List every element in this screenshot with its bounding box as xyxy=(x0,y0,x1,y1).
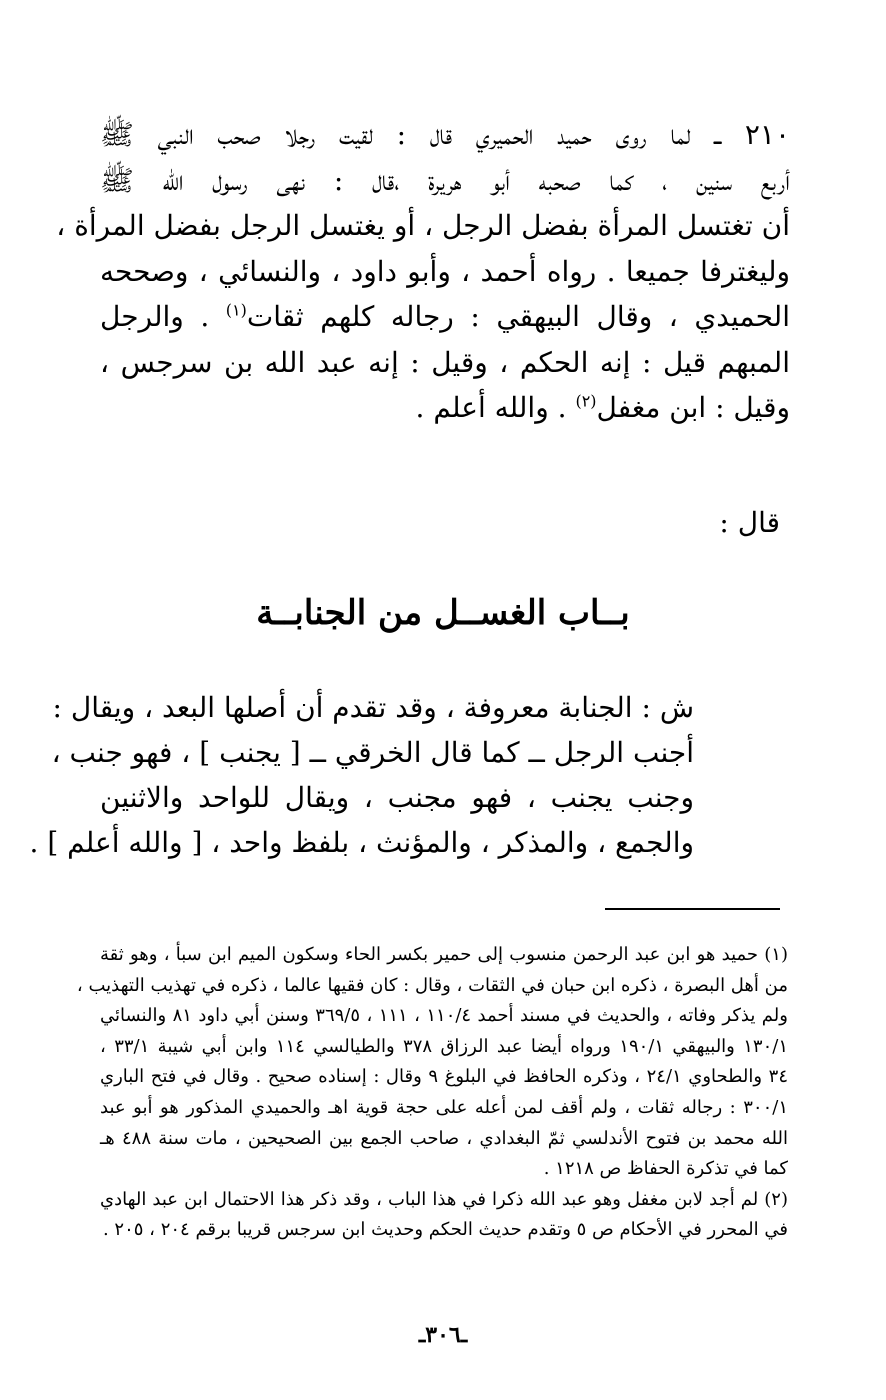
commentary-paragraph xyxy=(29,685,694,865)
footnote-line: ولم يذكر وفاته ، والحديث في مسند أحمد ١١٠/٤ ، ١١١ ، ٣٦٩/٥ وسنن أبي داود ٨١ والنسائي xyxy=(100,1005,788,1027)
hadith-line xyxy=(100,294,790,340)
chapter-heading: بــاب الغســل من الجنابــة xyxy=(256,593,630,633)
commentary-line: ش : الجنابة معروفة ، وقد تقدم أن أصلها البعد ، ويقال : xyxy=(52,691,694,724)
hadith-line: وليغترفا جميعا . رواه أحمد ، وأبو داود ، والنسائي ، وصححه xyxy=(100,254,790,288)
footnote-line: ٣٤ والطحاوي ٢٤/١ ، وذكره الحافظ في البلوغ ٩ وقال : إسناده صحيح . وقال في فتح الباري xyxy=(100,1066,788,1088)
hadith-line-text: الحميدي ، وقال البيهقي : رجاله كلهم ثقات xyxy=(246,300,790,333)
footnotes xyxy=(76,940,789,1246)
hadith-line: ٢١٠ ــ لما روى حميد الحميري قال : لقيت رجلا صحب النبي ﷺ xyxy=(100,118,790,151)
footnote-separator xyxy=(605,908,780,910)
hadith-line xyxy=(100,385,790,431)
page-number: ـ٣٠٦ـ xyxy=(418,1322,468,1348)
qal-label: قال : xyxy=(719,506,780,539)
footnote-line: (١) حميد هو ابن عبد الرحمن منسوب إلى حمير بكسر الحاء وسكون الميم ابن سبأ ، وهو ثقة xyxy=(100,944,788,965)
hadith-line-tail: . والله أعلم . xyxy=(415,391,576,424)
hadith-line-text: وقيل : ابن مغفل xyxy=(596,391,790,424)
commentary-line: والجمع ، والمذكر ، والمؤنث ، بلفظ واحد ، [ والله أعلم ] . xyxy=(29,826,694,859)
hadith-line: المبهم قيل : إنه الحكم ، وقيل : إنه عبد الله بن سرجس ، xyxy=(100,345,790,379)
footnote-line: (٢) لم أجد لابن مغفل وهو عبد الله ذكرا في هذا الباب ، وقد ذكر هذا الاحتمال ابن عبد الهادي xyxy=(100,1188,788,1210)
footnote-line: ١٣٠/١ والبيهقي ١٩٠/١ ورواه أيضا عبد الرزاق ٣٧٨ والطيالسي ١١٤ وابن أبي شيبة ٣٣/١ ، xyxy=(100,1035,789,1057)
hadith-line-tail: . والرجل xyxy=(100,300,226,333)
footnote-line: ٣٠٠/١ : رجاله ثقات ، ولم أقف لمن أعله على حجة قوية اهـ والحميدي المذكور هو أبو عبد xyxy=(100,1096,788,1118)
commentary-line: أجنب الرجل ــ كما قال الخرقي ــ [ يجنب ] ، فهو جنب ، xyxy=(51,736,694,769)
footnote-line: الله محمد بن فتوح الأندلسي ثمّ البغدادي ، صاحب الجمع بين الصحيحين ، مات سنة ٤٨٨ هـ xyxy=(100,1127,788,1149)
footnote-line: كما في تذكرة الحفاظ ص ١٢١٨ . xyxy=(543,1158,788,1180)
hadith-paragraph xyxy=(56,112,790,431)
footnote-line: من أهل البصرة ، ذكره ابن حبان في الثقات ، وقال : كان فقيها عالما ، ذكره في تهذيب التهذيب ، xyxy=(76,974,788,996)
footnote-marker-1: (١) xyxy=(225,300,247,320)
hadith-line: أربع سنين ، كما صحبه أبو هريرة ،قال : نهى رسول الله ﷺ xyxy=(100,163,790,197)
hadith-line: أن تغتسل المرأة بفضل الرجل ، أو يغتسل الرجل بفضل المرأة ، xyxy=(56,209,790,242)
commentary-line: وجنب يجنب ، فهو مجنب ، ويقال للواحد والاثنين xyxy=(100,781,694,814)
footnote-line: في المحرر في الأحكام ص ٥ وتقدم حديث الحكم وحديث ابن سرجس قريبا برقم ٢٠٤ ، ٢٠٥ . xyxy=(102,1219,788,1241)
footnote-marker-2: (٢) xyxy=(575,391,597,411)
